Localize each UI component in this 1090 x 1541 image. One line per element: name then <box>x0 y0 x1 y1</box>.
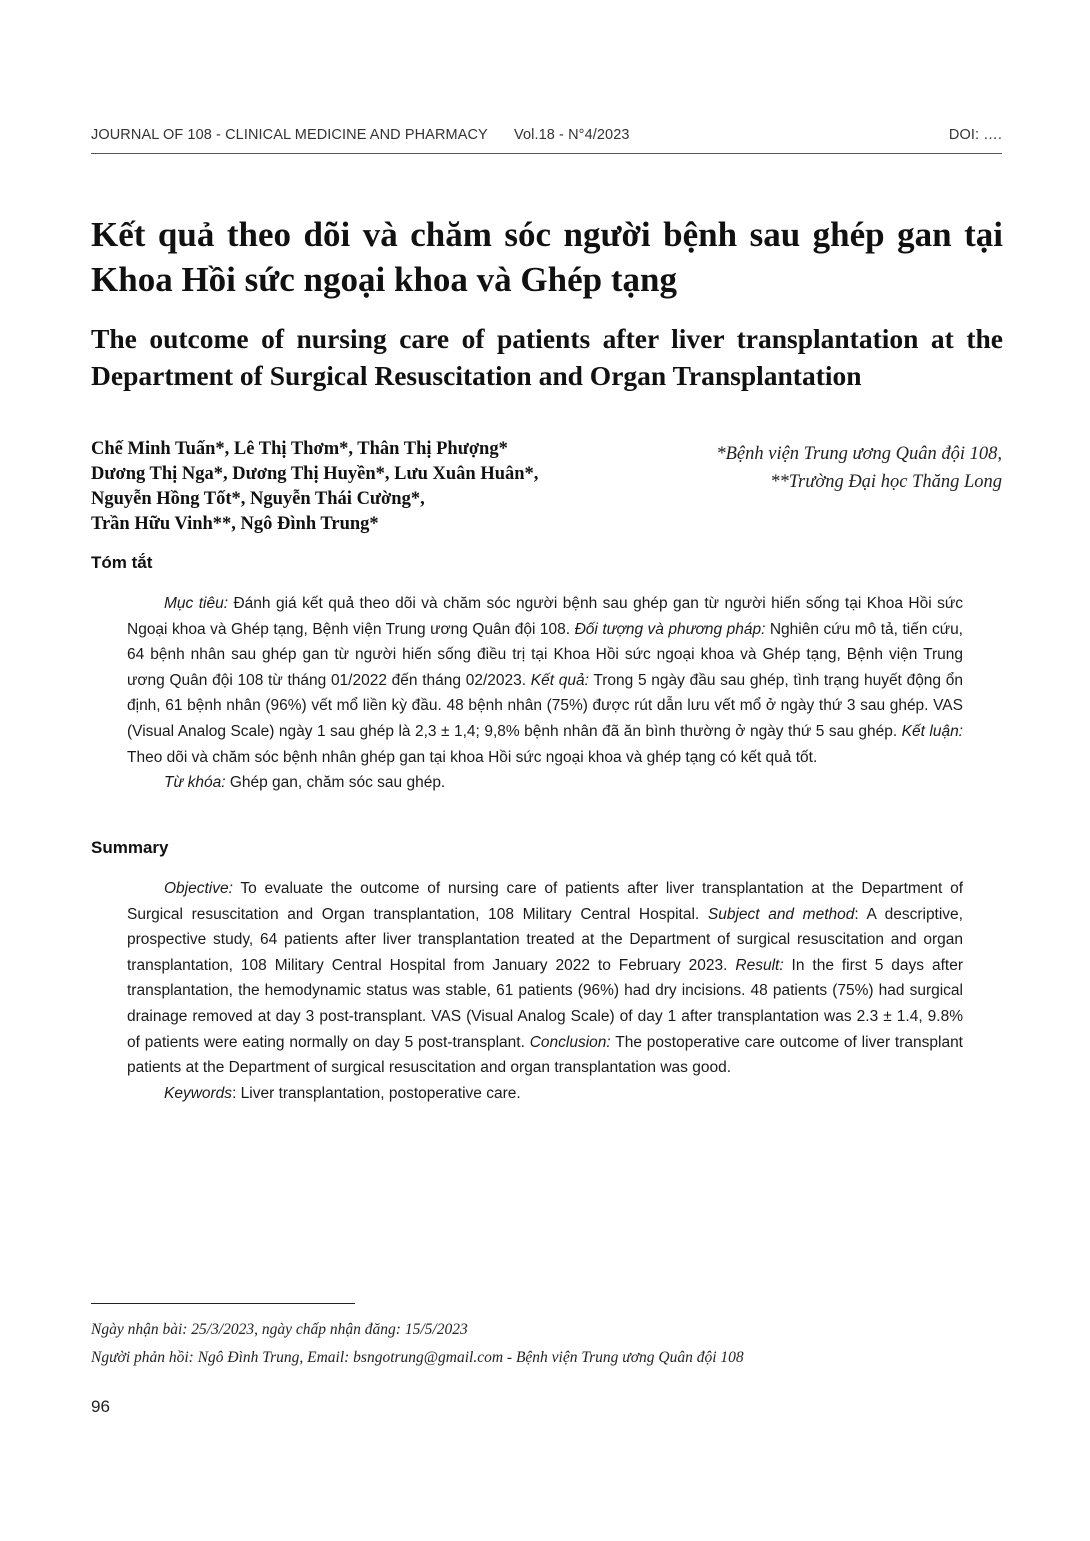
doi-label: DOI: …. <box>948 127 1002 143</box>
abstract-vi-heading: Tóm tắt <box>91 553 153 572</box>
footnote-received: Ngày nhận bài: 25/3/2023, ngày chấp nhận đăng: 15/5/2023 <box>91 1321 468 1338</box>
abstract-en-heading: Summary <box>91 838 169 857</box>
result-label: Result: <box>735 956 784 974</box>
author-list <box>91 437 651 537</box>
conclusion-label: Conclusion: <box>529 1033 611 1051</box>
affiliation-list <box>582 440 1002 496</box>
author-line: Chế Minh Tuấn*, Lê Thị Thơm*, Thân Thị Phượng* <box>91 439 508 459</box>
title-english: The outcome of nursing care of patients after liver transplantation at the Department of Surgical Resuscitation and Organ Transplantation <box>91 323 1003 391</box>
method-label: Subject and method <box>707 905 855 923</box>
keywords-vi <box>127 770 963 796</box>
title-vietnamese: Kết quả theo dõi và chăm sóc người bệnh sau ghép gan tại Khoa Hồi sức ngoại khoa và Ghép tạng <box>91 215 1003 299</box>
objective-text: To evaluate the outcome of nursing care of patients after liver transplantation at the Department of Surgical resuscitation and Organ transplantation, 108 Military Central Hospital. <box>127 880 963 923</box>
author-line: Trần Hữu Vinh**, Ngô Đình Trung* <box>91 514 379 534</box>
abstract-vi-paragraph <box>127 591 963 770</box>
abstract-vietnamese <box>127 591 963 796</box>
keywords-label: Keywords <box>164 1084 233 1102</box>
journal-name: JOURNAL OF 108 - CLINICAL MEDICINE AND PHARMACY <box>91 127 488 143</box>
footnote-correspondence: Người phản hồi: Ngô Đình Trung, Email: bsngotrung@gmail.com - Bệnh viện Trung ương Quân đội 108 <box>91 1349 744 1366</box>
footnote-divider <box>91 1303 355 1304</box>
author-line: Nguyễn Hồng Tốt*, Nguyễn Thái Cường*, <box>91 489 425 509</box>
author-line: Dương Thị Nga*, Dương Thị Huyền*, Lưu Xuân Huân*, <box>91 464 539 484</box>
page-number: 96 <box>91 1397 110 1416</box>
result-text: Trong 5 ngày đầu sau ghép, tình trạng huyết động ổn định, 61 bệnh nhân (96%) vết mổ liền kỳ đầu. 48 bệnh nhân (75%) được rút dẫn lưu vết mổ ở ngày thứ 3 sau ghép. VAS (Visual Analog Scale) ngày 1 sau ghép là 2,3 ± 1,4; 9,8% bệnh nhân đã ăn bình thường ở ngày thứ 5 sau ghép. <box>127 671 963 740</box>
conclusion-label: Kết luận: <box>901 722 963 740</box>
affiliation-line: **Trường Đại học Thăng Long <box>770 472 1002 492</box>
header-divider <box>91 153 1002 154</box>
method-text: : A descriptive, prospective study, 64 patients after liver transplantation treated at the Department of surgical resuscitation and organ transplantation, 108 Military Central Hospital from January 2022 to February 2023. <box>127 905 963 974</box>
objective-label: Objective: <box>164 880 233 897</box>
journal-volume: Vol.18 - N°4/2023 <box>514 127 630 143</box>
keywords-text: : Liver transplantation, postoperative care. <box>232 1084 521 1102</box>
objective-label: Mục tiêu: <box>164 595 229 612</box>
running-header <box>91 127 1002 149</box>
keywords-en <box>127 1081 963 1107</box>
method-label: Đối tượng và phương pháp: <box>574 620 766 638</box>
affiliation-line: *Bệnh viện Trung ương Quân đội 108, <box>716 444 1002 464</box>
keywords-label: Từ khóa: <box>164 774 226 792</box>
keywords-text: Ghép gan, chăm sóc sau ghép. <box>225 774 446 792</box>
objective-text: Đánh giá kết quả theo dõi và chăm sóc người bệnh sau ghép gan từ người hiến sống tại Khoa Hồi sức Ngoại khoa và Ghép tạng, Bệnh viện Trung ương Quân đội 108. <box>127 595 963 638</box>
conclusion-text: The postoperative care outcome of liver transplant patients at the Department of surgical resuscitation and organ transplantation was good. <box>127 1033 963 1077</box>
abstract-english <box>127 876 963 1106</box>
method-text: Nghiên cứu mô tả, tiến cứu, 64 bệnh nhân sau ghép gan từ người hiến sống điều trị tại Khoa Hồi sức ngoại khoa và Ghép tạng, Bệnh viện Trung ương Quân đội 108 từ tháng 01/2022 đến tháng 02/2023. <box>127 620 963 689</box>
abstract-en-paragraph <box>127 876 963 1081</box>
result-label: Kết quả: <box>530 671 589 689</box>
result-text: In the first 5 days after transplantation, the hemodynamic status was stable, 61 patients (96%) had dry incisions. 48 patients (75%) had surgical drainage removed at day 3 post-transplant. VAS (Visual Analog Scale) of day 1 after transplantation was 2.3 ± 1.4, 9.8% of patients were eating normally on day 5 post-transplant. <box>127 956 963 1051</box>
conclusion-text: Theo dõi và chăm sóc bệnh nhân ghép gan tại khoa Hồi sức ngoại khoa và ghép tạng có kết quả tốt. <box>127 748 818 766</box>
